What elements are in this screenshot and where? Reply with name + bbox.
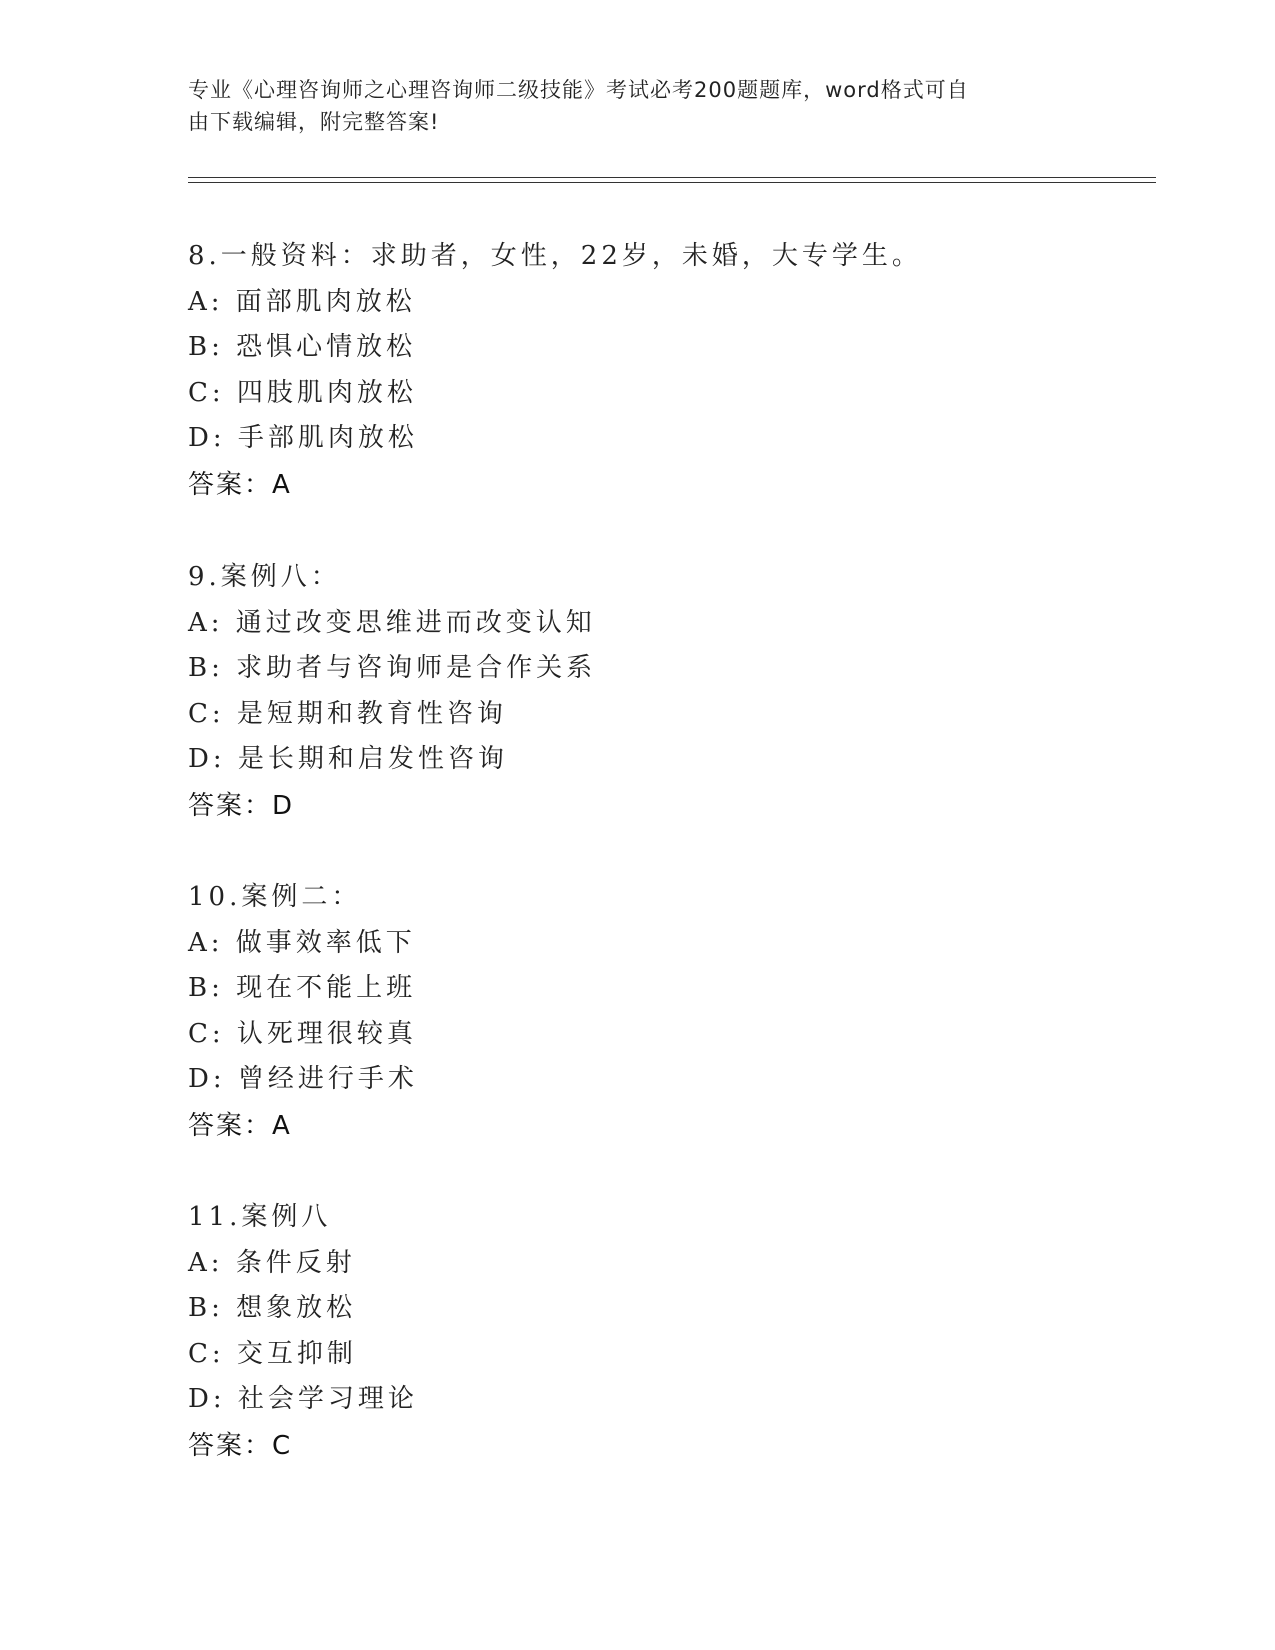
option-a: A: 通过改变思维进而改变认知 [188, 607, 596, 638]
answer-line: 答案：A [188, 469, 292, 500]
option-d: D: 社会学习理论 [188, 1384, 418, 1414]
answer-line: 答案：C [188, 1430, 293, 1461]
option-a: A: 面部肌肉放松 [188, 286, 416, 317]
option-b: B: 想象放松 [188, 1293, 357, 1323]
option-b: B: 现在不能上班 [188, 973, 417, 1003]
header-line-1: 专业《心理咨询师之心理咨询师二级技能》考试必考200题题库，word格式可自 [188, 78, 969, 102]
question-9 [188, 555, 1088, 829]
option-c: C: 认死理很较真 [188, 1018, 417, 1049]
option-a: A: 条件反射 [188, 1247, 356, 1278]
question-stem: 11.案例八 [188, 1202, 332, 1232]
option-b: B: 求助者与咨询师是合作关系 [188, 653, 597, 683]
question-stem: 8.一般资料：求助者，女性，22岁，未婚，大专学生。 [188, 241, 922, 271]
option-b: B: 恐惧心情放松 [188, 332, 417, 362]
option-a: A: 做事效率低下 [188, 927, 416, 958]
header-divider-top [188, 177, 1156, 178]
answer-line: 答案：D [188, 790, 295, 821]
option-d: D: 是长期和启发性咨询 [188, 744, 508, 774]
header-divider-bottom [188, 182, 1156, 183]
header-line-2: 由下载编辑，附完整答案! [188, 110, 440, 134]
option-d: D: 手部肌肉放松 [188, 423, 418, 453]
question-stem: 10.案例二： [188, 882, 362, 912]
option-d: D: 曾经进行手术 [188, 1064, 418, 1094]
option-c: C: 是短期和教育性咨询 [188, 698, 507, 729]
option-c: C: 交互抑制 [188, 1338, 357, 1369]
document-header [188, 74, 1068, 138]
question-11 [188, 1195, 1088, 1469]
question-10 [188, 875, 1088, 1149]
answer-line: 答案：A [188, 1110, 292, 1141]
question-stem: 9.案例八： [188, 562, 341, 592]
question-8 [188, 234, 1088, 508]
option-c: C: 四肢肌肉放松 [188, 377, 417, 408]
